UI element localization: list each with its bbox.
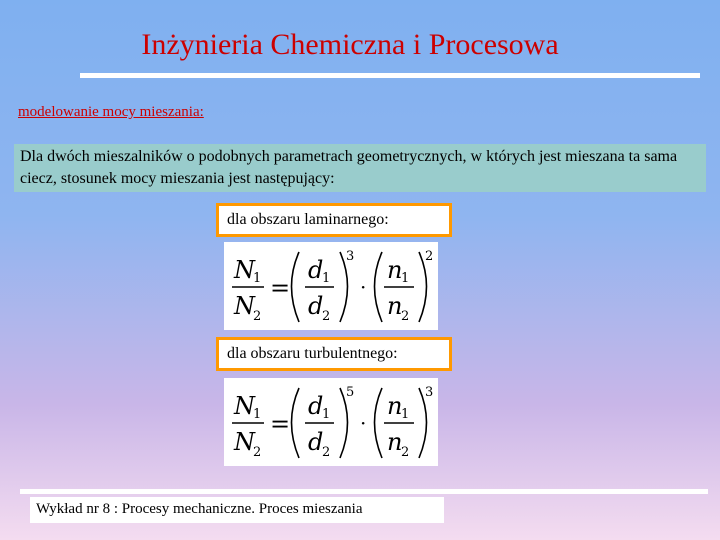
d2-symbol: d [308,292,324,320]
turbulent-label: dla obszaru turbulentnego: [216,337,452,371]
exp-n: 2 [425,249,434,264]
d2-symbol: d [308,428,324,456]
equals-sign: = [270,410,291,438]
speed2-symbol: n [387,292,403,320]
footer-text: Wykład nr 8 : Procesy mechaniczne. Proces mieszania [30,497,444,523]
exp-d: 3 [346,249,355,264]
dot-operator: · [360,275,367,299]
turbulent-formula-svg [224,378,438,466]
equals-sign: = [270,274,291,302]
n2-symbol: N [234,428,255,456]
d2-index: 2 [322,445,331,460]
laminar-formula [224,242,438,330]
footer-divider [20,489,708,494]
section-subtitle: modelowanie mocy mieszania: [18,104,204,120]
speed2-index: 2 [401,445,410,460]
d2-index: 2 [322,309,331,324]
slide-title: Inżynieria Chemiczna i Procesowa [141,28,559,61]
d1-symbol: d [308,256,324,284]
speed2-index: 2 [401,309,410,324]
n2-index: 2 [253,309,262,324]
n1-index: 1 [253,407,262,422]
left-paren-d [292,252,300,322]
d1-index: 1 [322,271,331,286]
d1-index: 1 [322,407,331,422]
speed2-symbol: n [387,428,403,456]
d1-symbol: d [308,392,324,420]
laminar-formula-svg [224,242,438,330]
exp-n: 3 [425,385,434,400]
statement-text: Dla dwóch mieszalników o podobnych parametrach geometrycznych, w których jest mieszana ta sama ciecz, stosunek mocy mieszania jest następujący: [14,144,706,192]
laminar-label: dla obszaru laminarnego: [216,203,452,237]
title-divider [80,73,700,78]
left-paren-n [375,252,383,322]
n2-index: 2 [253,445,262,460]
left-paren-d [292,388,300,458]
n1-index: 1 [253,271,262,286]
dot-operator: · [360,411,367,435]
n1-symbol: N [234,256,255,284]
exp-d: 5 [346,385,355,400]
speed1-symbol: n [387,256,403,284]
speed1-symbol: n [387,392,403,420]
n2-symbol: N [234,292,255,320]
left-paren-n [375,388,383,458]
speed1-index: 1 [401,407,410,422]
n1-symbol: N [234,392,255,420]
speed1-index: 1 [401,271,410,286]
turbulent-formula [224,378,438,466]
